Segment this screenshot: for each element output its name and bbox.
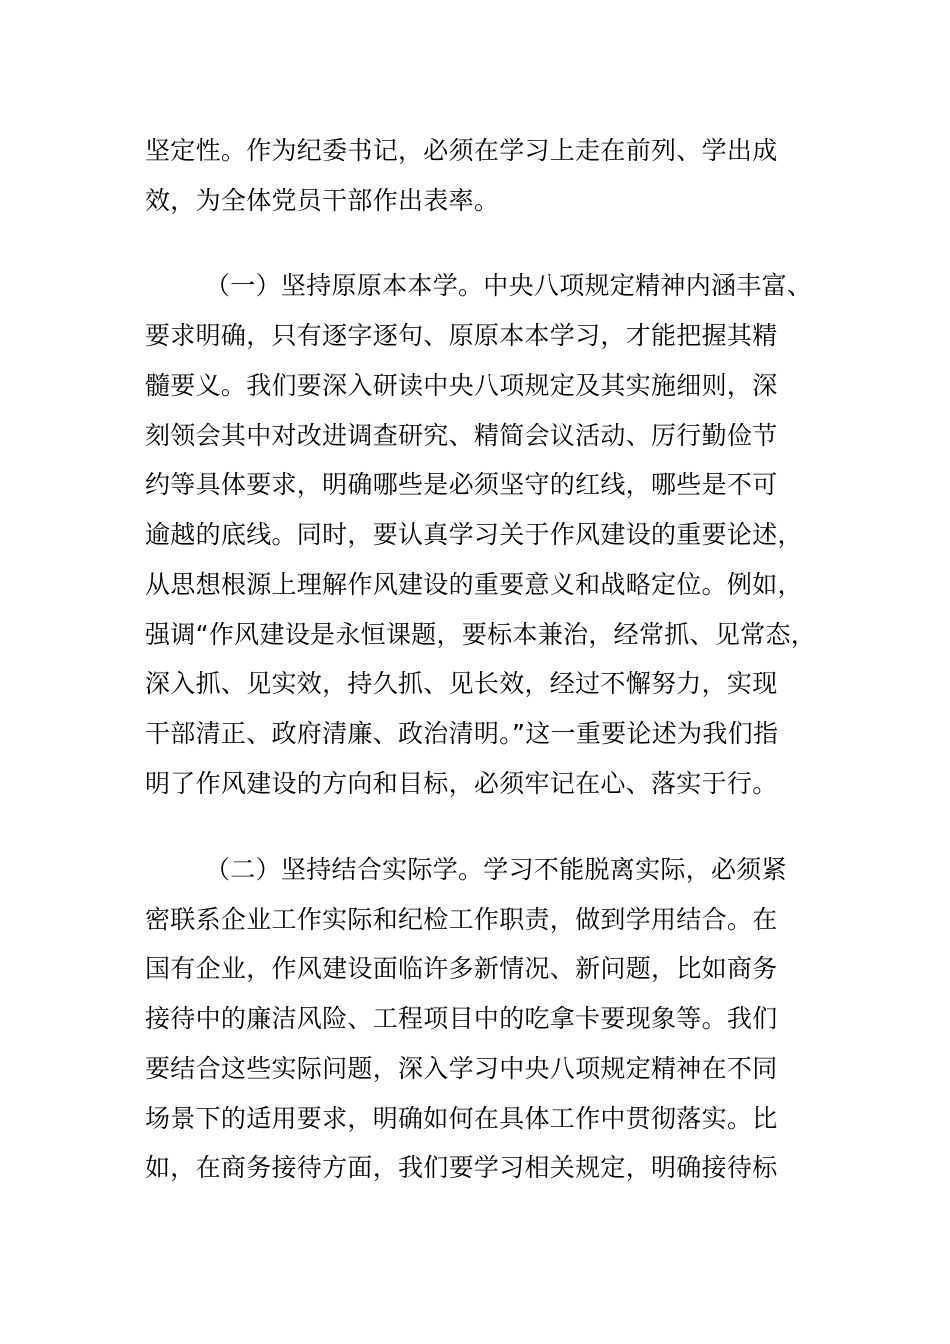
- paragraph-2-line-2: 要求明确，只有逐字逐句、原原本本学习，才能把握其精: [145, 321, 778, 350]
- paragraph-2-line-8: 强调“作风建设是永恒课题，要标本兼治，经常抓、见常态，: [145, 620, 817, 649]
- paragraph-2-line-6: 逾越的底线。同时，要认真学习关于作风建设的重要论述，: [145, 520, 803, 549]
- paragraph-2-line-5: 约等具体要求，明确哪些是必须坚守的红线，哪些是不可: [145, 470, 778, 499]
- paragraph-3-line-1: （二）坚持结合实际学。学习不能脱离实际，必须紧: [205, 855, 787, 884]
- paragraph-3-line-7: 如，在商务接待方面，我们要学习相关规定，明确接待标: [145, 1153, 778, 1182]
- paragraph-2-line-9: 深入抓、见实效，持久抓、见长效，经过不懈努力，实现: [145, 669, 778, 698]
- paragraph-1-line-1: 坚定性。作为纪委书记，必须在学习上走在前列、学出成: [145, 136, 778, 165]
- paragraph-2-line-10: 干部清正、政府清廉、政治清明。”这一重要论述为我们指: [145, 719, 779, 748]
- paragraph-3-line-5: 要结合这些实际问题，深入学习中央八项规定精神在不同: [145, 1054, 778, 1083]
- paragraph-2-line-3: 髓要义。我们要深入研读中央八项规定及其实施细则，深: [145, 371, 778, 400]
- paragraph-2-line-11: 明了作风建设的方向和目标，必须牢记在心、落实于行。: [145, 769, 778, 798]
- paragraph-2-line-4: 刻领会其中对改进调查研究、精简会议活动、厉行勤俭节: [145, 421, 778, 450]
- paragraph-3-line-2: 密联系企业工作实际和纪检工作职责，做到学用结合。在: [145, 905, 778, 934]
- paragraph-2-line-1: （一）坚持原原本本学。中央八项规定精神内涵丰富、: [205, 271, 813, 300]
- paragraph-3-line-3: 国有企业，作风建设面临许多新情况、新问题，比如商务: [145, 954, 778, 983]
- paragraph-2-line-7: 从思想根源上理解作风建设的重要意义和战略定位。例如，: [145, 570, 803, 599]
- paragraph-3-line-4: 接待中的廉洁风险、工程项目中的吃拿卡要现象等。我们: [145, 1004, 778, 1033]
- paragraph-1-line-2: 效，为全体党员干部作出表率。: [145, 186, 500, 215]
- paragraph-3-line-6: 场景下的适用要求，明确如何在具体工作中贯彻落实。比: [145, 1104, 778, 1133]
